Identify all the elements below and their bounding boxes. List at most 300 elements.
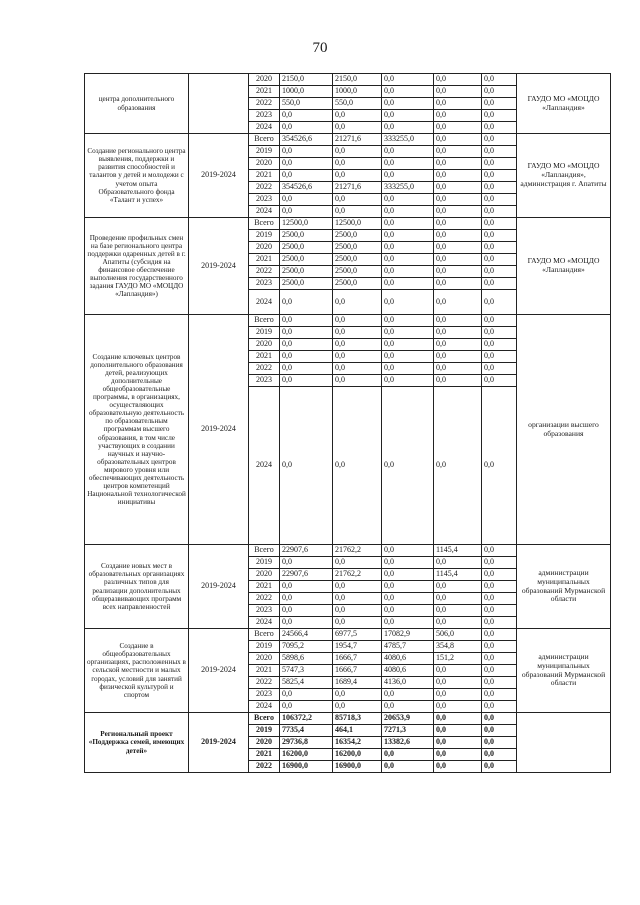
other-amount-cell: 0,0 (482, 387, 517, 545)
other-amount-cell: 0,0 (482, 339, 517, 351)
federal-amount-cell: 12500,0 (333, 218, 382, 230)
municipal-amount-cell: 0,0 (434, 254, 482, 266)
year-cell: 2024 (249, 122, 280, 134)
other-amount-cell: 0,0 (482, 218, 517, 230)
year-cell: 2019 (249, 641, 280, 653)
regional-amount-cell: 0,0 (382, 206, 434, 218)
municipal-amount-cell: 0,0 (434, 134, 482, 146)
federal-amount-cell: 0,0 (333, 351, 382, 363)
activity-cell: Создание ключевых центров дополнительного образования детей, реализующих дополнительные общеобразовательные программы, в организациях, осуществляющих образовательную деятельность по образовательным программам высшего образования, в том числе участвующих в создании научных и научно-образовательных центров мирового уровня или обеспечивающих деятельность центров компетенций Национальной технологической инициативы (85, 315, 189, 545)
regional-amount-cell: 17082,9 (382, 629, 434, 641)
municipal-amount-cell: 0,0 (434, 749, 482, 761)
other-amount-cell: 0,0 (482, 170, 517, 182)
year-cell: 2021 (249, 170, 280, 182)
federal-amount-cell: 21762,2 (333, 545, 382, 557)
total-amount-cell: 2500,0 (280, 242, 333, 254)
regional-amount-cell: 0,0 (382, 387, 434, 545)
regional-amount-cell: 0,0 (382, 339, 434, 351)
federal-amount-cell: 85718,3 (333, 713, 382, 725)
other-amount-cell: 0,0 (482, 617, 517, 629)
activity-cell: Региональный проект «Поддержка семей, имеющих детей» (85, 713, 189, 773)
federal-amount-cell: 1666,7 (333, 665, 382, 677)
federal-amount-cell: 0,0 (333, 363, 382, 375)
regional-amount-cell: 333255,0 (382, 134, 434, 146)
year-cell: 2019 (249, 146, 280, 158)
federal-amount-cell: 550,0 (333, 98, 382, 110)
municipal-amount-cell: 0,0 (434, 315, 482, 327)
total-amount-cell: 0,0 (280, 315, 333, 327)
total-amount-cell: 0,0 (280, 194, 333, 206)
responsible-cell: ГАУДО МО «МОЦДО «Лапландия» (517, 218, 611, 315)
regional-amount-cell: 0,0 (382, 86, 434, 98)
year-cell: Всего (249, 218, 280, 230)
year-cell: 2023 (249, 375, 280, 387)
other-amount-cell: 0,0 (482, 182, 517, 194)
municipal-amount-cell: 0,0 (434, 290, 482, 315)
other-amount-cell: 0,0 (482, 363, 517, 375)
municipal-amount-cell: 0,0 (434, 725, 482, 737)
year-cell: 2023 (249, 278, 280, 290)
regional-amount-cell: 0,0 (382, 617, 434, 629)
period-cell (189, 74, 249, 134)
year-cell: 2023 (249, 605, 280, 617)
regional-amount-cell: 0,0 (382, 351, 434, 363)
federal-amount-cell: 0,0 (333, 581, 382, 593)
municipal-amount-cell: 0,0 (434, 110, 482, 122)
regional-amount-cell: 20653,9 (382, 713, 434, 725)
federal-amount-cell: 0,0 (333, 146, 382, 158)
total-amount-cell: 0,0 (280, 110, 333, 122)
regional-amount-cell: 0,0 (382, 98, 434, 110)
year-cell: 2023 (249, 689, 280, 701)
total-amount-cell: 0,0 (280, 581, 333, 593)
total-amount-cell: 550,0 (280, 98, 333, 110)
year-cell: 2022 (249, 98, 280, 110)
year-cell: 2019 (249, 557, 280, 569)
other-amount-cell: 0,0 (482, 629, 517, 641)
other-amount-cell: 0,0 (482, 206, 517, 218)
municipal-amount-cell: 0,0 (434, 218, 482, 230)
regional-amount-cell: 7271,3 (382, 725, 434, 737)
other-amount-cell: 0,0 (482, 677, 517, 689)
federal-amount-cell: 1954,7 (333, 641, 382, 653)
municipal-amount-cell: 0,0 (434, 713, 482, 725)
federal-amount-cell: 0,0 (333, 617, 382, 629)
period-cell: 2019-2024 (189, 629, 249, 713)
other-amount-cell: 0,0 (482, 146, 517, 158)
other-amount-cell: 0,0 (482, 545, 517, 557)
year-cell: 2022 (249, 266, 280, 278)
year-cell: 2019 (249, 327, 280, 339)
responsible-cell: администрации муниципальных образований Мурманской области (517, 545, 611, 629)
municipal-amount-cell: 0,0 (434, 230, 482, 242)
municipal-amount-cell: 0,0 (434, 122, 482, 134)
regional-amount-cell: 0,0 (382, 278, 434, 290)
period-cell: 2019-2024 (189, 545, 249, 629)
municipal-amount-cell: 0,0 (434, 182, 482, 194)
total-amount-cell: 12500,0 (280, 218, 333, 230)
federal-amount-cell: 0,0 (333, 605, 382, 617)
regional-amount-cell: 0,0 (382, 146, 434, 158)
other-amount-cell: 0,0 (482, 701, 517, 713)
regional-amount-cell: 0,0 (382, 701, 434, 713)
total-amount-cell: 1000,0 (280, 86, 333, 98)
total-amount-cell: 0,0 (280, 327, 333, 339)
year-cell: 2022 (249, 761, 280, 773)
other-amount-cell: 0,0 (482, 194, 517, 206)
table-row (85, 545, 611, 557)
other-amount-cell: 0,0 (482, 725, 517, 737)
total-amount-cell: 0,0 (280, 290, 333, 315)
federal-amount-cell: 0,0 (333, 339, 382, 351)
federal-amount-cell: 0,0 (333, 375, 382, 387)
federal-amount-cell: 2500,0 (333, 278, 382, 290)
municipal-amount-cell: 0,0 (434, 74, 482, 86)
municipal-amount-cell: 0,0 (434, 761, 482, 773)
period-cell: 2019-2024 (189, 218, 249, 315)
year-cell: 2021 (249, 749, 280, 761)
year-cell: 2023 (249, 110, 280, 122)
year-cell: 2020 (249, 74, 280, 86)
other-amount-cell: 0,0 (482, 230, 517, 242)
year-cell: 2020 (249, 339, 280, 351)
activity-cell: Создание в общеобразовательных организациях, расположенных в сельской местности и малых городах, условий для занятий физической культурой и спортом (85, 629, 189, 713)
municipal-amount-cell: 0,0 (434, 605, 482, 617)
year-cell: 2021 (249, 665, 280, 677)
total-amount-cell: 2500,0 (280, 254, 333, 266)
year-cell: 2024 (249, 290, 280, 315)
table-row (85, 315, 611, 327)
regional-amount-cell: 0,0 (382, 158, 434, 170)
federal-amount-cell: 16354,2 (333, 737, 382, 749)
federal-amount-cell: 16900,0 (333, 761, 382, 773)
municipal-amount-cell: 0,0 (434, 158, 482, 170)
other-amount-cell: 0,0 (482, 74, 517, 86)
regional-amount-cell: 0,0 (382, 689, 434, 701)
other-amount-cell: 0,0 (482, 290, 517, 315)
responsible-cell (517, 713, 611, 773)
year-cell: 2019 (249, 230, 280, 242)
total-amount-cell: 0,0 (280, 701, 333, 713)
total-amount-cell: 106372,2 (280, 713, 333, 725)
regional-amount-cell: 0,0 (382, 242, 434, 254)
municipal-amount-cell: 0,0 (434, 86, 482, 98)
regional-amount-cell: 0,0 (382, 230, 434, 242)
regional-amount-cell: 333255,0 (382, 182, 434, 194)
regional-amount-cell: 4080,6 (382, 665, 434, 677)
budget-table (84, 73, 611, 773)
federal-amount-cell: 2500,0 (333, 254, 382, 266)
year-cell: Всего (249, 315, 280, 327)
year-cell: Всего (249, 713, 280, 725)
municipal-amount-cell: 0,0 (434, 194, 482, 206)
regional-amount-cell: 4080,6 (382, 653, 434, 665)
municipal-amount-cell: 0,0 (434, 327, 482, 339)
other-amount-cell: 0,0 (482, 122, 517, 134)
regional-amount-cell: 0,0 (382, 545, 434, 557)
total-amount-cell: 0,0 (280, 170, 333, 182)
total-amount-cell: 0,0 (280, 689, 333, 701)
total-amount-cell: 0,0 (280, 593, 333, 605)
municipal-amount-cell: 0,0 (434, 701, 482, 713)
municipal-amount-cell: 0,0 (434, 363, 482, 375)
year-cell: 2020 (249, 158, 280, 170)
year-cell: 2020 (249, 653, 280, 665)
federal-amount-cell: 2500,0 (333, 230, 382, 242)
municipal-amount-cell: 0,0 (434, 98, 482, 110)
federal-amount-cell: 0,0 (333, 315, 382, 327)
regional-amount-cell: 0,0 (382, 290, 434, 315)
total-amount-cell: 24566,4 (280, 629, 333, 641)
regional-amount-cell: 0,0 (382, 254, 434, 266)
total-amount-cell: 5825,4 (280, 677, 333, 689)
other-amount-cell: 0,0 (482, 158, 517, 170)
activity-cell: Проведение профильных смен на базе регионального центра поддержки одаренных детей в г. Апатиты (субсидия на финансовое обеспечение выполнения государственного задания ГАУДО МО «МОЦДО «Лапландия») (85, 218, 189, 315)
total-amount-cell: 2150,0 (280, 74, 333, 86)
period-cell: 2019-2024 (189, 134, 249, 218)
municipal-amount-cell: 1145,4 (434, 569, 482, 581)
municipal-amount-cell: 0,0 (434, 351, 482, 363)
year-cell: 2021 (249, 581, 280, 593)
year-cell: 2021 (249, 254, 280, 266)
federal-amount-cell: 1689,4 (333, 677, 382, 689)
regional-amount-cell: 0,0 (382, 218, 434, 230)
regional-amount-cell: 4785,7 (382, 641, 434, 653)
federal-amount-cell: 2150,0 (333, 74, 382, 86)
federal-amount-cell: 21271,6 (333, 182, 382, 194)
other-amount-cell: 0,0 (482, 581, 517, 593)
federal-amount-cell: 0,0 (333, 557, 382, 569)
regional-amount-cell: 0,0 (382, 593, 434, 605)
table-row (85, 713, 611, 725)
year-cell: 2024 (249, 206, 280, 218)
total-amount-cell: 5898,6 (280, 653, 333, 665)
federal-amount-cell: 21271,6 (333, 134, 382, 146)
other-amount-cell: 0,0 (482, 761, 517, 773)
other-amount-cell: 0,0 (482, 641, 517, 653)
municipal-amount-cell: 0,0 (434, 737, 482, 749)
municipal-amount-cell: 0,0 (434, 206, 482, 218)
federal-amount-cell: 1000,0 (333, 86, 382, 98)
federal-amount-cell: 0,0 (333, 170, 382, 182)
table-row (85, 134, 611, 146)
year-cell: 2019 (249, 725, 280, 737)
total-amount-cell: 0,0 (280, 351, 333, 363)
federal-amount-cell: 0,0 (333, 206, 382, 218)
regional-amount-cell: 0,0 (382, 74, 434, 86)
municipal-amount-cell: 0,0 (434, 557, 482, 569)
period-cell: 2019-2024 (189, 713, 249, 773)
federal-amount-cell: 0,0 (333, 701, 382, 713)
other-amount-cell: 0,0 (482, 375, 517, 387)
other-amount-cell: 0,0 (482, 327, 517, 339)
municipal-amount-cell: 0,0 (434, 339, 482, 351)
other-amount-cell: 0,0 (482, 315, 517, 327)
municipal-amount-cell: 0,0 (434, 617, 482, 629)
page-number: 70 (312, 40, 328, 56)
other-amount-cell: 0,0 (482, 266, 517, 278)
year-cell: 2022 (249, 593, 280, 605)
other-amount-cell: 0,0 (482, 737, 517, 749)
regional-amount-cell: 0,0 (382, 761, 434, 773)
responsible-cell: ГАУДО МО «МОЦДО «Лапландия» (517, 74, 611, 134)
table-row (85, 218, 611, 230)
federal-amount-cell: 0,0 (333, 122, 382, 134)
regional-amount-cell: 0,0 (382, 749, 434, 761)
year-cell: 2024 (249, 387, 280, 545)
other-amount-cell: 0,0 (482, 557, 517, 569)
municipal-amount-cell: 0,0 (434, 242, 482, 254)
year-cell: 2022 (249, 182, 280, 194)
activity-cell: Создание новых мест в образовательных организациях различных типов для реализации дополнительных общеразвивающих программ всех направленностей (85, 545, 189, 629)
regional-amount-cell: 0,0 (382, 327, 434, 339)
total-amount-cell: 29736,8 (280, 737, 333, 749)
period-cell: 2019-2024 (189, 315, 249, 545)
municipal-amount-cell: 0,0 (434, 689, 482, 701)
federal-amount-cell: 0,0 (333, 689, 382, 701)
total-amount-cell: 354526,6 (280, 182, 333, 194)
year-cell: 2020 (249, 737, 280, 749)
total-amount-cell: 0,0 (280, 339, 333, 351)
federal-amount-cell: 0,0 (333, 158, 382, 170)
other-amount-cell: 0,0 (482, 569, 517, 581)
total-amount-cell: 16900,0 (280, 761, 333, 773)
total-amount-cell: 7735,4 (280, 725, 333, 737)
total-amount-cell: 354526,6 (280, 134, 333, 146)
municipal-amount-cell: 0,0 (434, 266, 482, 278)
total-amount-cell: 2500,0 (280, 230, 333, 242)
year-cell: 2021 (249, 86, 280, 98)
total-amount-cell: 0,0 (280, 206, 333, 218)
municipal-amount-cell: 354,8 (434, 641, 482, 653)
municipal-amount-cell: 0,0 (434, 677, 482, 689)
total-amount-cell: 0,0 (280, 146, 333, 158)
other-amount-cell: 0,0 (482, 749, 517, 761)
table-row (85, 74, 611, 86)
total-amount-cell: 16200,0 (280, 749, 333, 761)
federal-amount-cell: 6977,5 (333, 629, 382, 641)
other-amount-cell: 0,0 (482, 98, 517, 110)
total-amount-cell: 7095,2 (280, 641, 333, 653)
regional-amount-cell: 0,0 (382, 110, 434, 122)
other-amount-cell: 0,0 (482, 86, 517, 98)
total-amount-cell: 0,0 (280, 158, 333, 170)
activity-cell: центра дополнительного образования (85, 74, 189, 134)
regional-amount-cell: 0,0 (382, 266, 434, 278)
other-amount-cell: 0,0 (482, 593, 517, 605)
federal-amount-cell: 21762,2 (333, 569, 382, 581)
other-amount-cell: 0,0 (482, 134, 517, 146)
regional-amount-cell: 0,0 (382, 569, 434, 581)
responsible-cell: администрации муниципальных образований Мурманской области (517, 629, 611, 713)
total-amount-cell: 0,0 (280, 122, 333, 134)
other-amount-cell: 0,0 (482, 254, 517, 266)
municipal-amount-cell: 0,0 (434, 170, 482, 182)
responsible-cell: ГАУДО МО «МОЦДО «Лапландия», администрация г. Апатиты (517, 134, 611, 218)
year-cell: 2024 (249, 701, 280, 713)
regional-amount-cell: 0,0 (382, 375, 434, 387)
federal-amount-cell: 2500,0 (333, 242, 382, 254)
other-amount-cell: 0,0 (482, 653, 517, 665)
total-amount-cell: 0,0 (280, 617, 333, 629)
municipal-amount-cell: 0,0 (434, 387, 482, 545)
total-amount-cell: 0,0 (280, 363, 333, 375)
federal-amount-cell: 464,1 (333, 725, 382, 737)
municipal-amount-cell: 0,0 (434, 278, 482, 290)
total-amount-cell: 0,0 (280, 375, 333, 387)
municipal-amount-cell: 0,0 (434, 375, 482, 387)
regional-amount-cell: 4136,0 (382, 677, 434, 689)
regional-amount-cell: 0,0 (382, 122, 434, 134)
federal-amount-cell: 2500,0 (333, 266, 382, 278)
regional-amount-cell: 0,0 (382, 170, 434, 182)
other-amount-cell: 0,0 (482, 110, 517, 122)
other-amount-cell: 0,0 (482, 605, 517, 617)
federal-amount-cell: 0,0 (333, 194, 382, 206)
year-cell: 2022 (249, 363, 280, 375)
regional-amount-cell: 13382,6 (382, 737, 434, 749)
federal-amount-cell: 0,0 (333, 327, 382, 339)
other-amount-cell: 0,0 (482, 278, 517, 290)
year-cell: 2023 (249, 194, 280, 206)
municipal-amount-cell: 1145,4 (434, 545, 482, 557)
regional-amount-cell: 0,0 (382, 581, 434, 593)
total-amount-cell: 0,0 (280, 557, 333, 569)
table-row (85, 629, 611, 641)
other-amount-cell: 0,0 (482, 351, 517, 363)
municipal-amount-cell: 0,0 (434, 581, 482, 593)
federal-amount-cell: 16200,0 (333, 749, 382, 761)
regional-amount-cell: 0,0 (382, 194, 434, 206)
responsible-cell: организации высшего образования (517, 315, 611, 545)
municipal-amount-cell: 151,2 (434, 653, 482, 665)
regional-amount-cell: 0,0 (382, 557, 434, 569)
activity-cell: Создание регионального центра выявления, поддержки и развития способностей и талантов у детей и молодежи с учетом опыта Образовательного фонда «Талант и успех» (85, 134, 189, 218)
total-amount-cell: 2500,0 (280, 278, 333, 290)
regional-amount-cell: 0,0 (382, 315, 434, 327)
total-amount-cell: 22907,6 (280, 569, 333, 581)
year-cell: 2024 (249, 617, 280, 629)
year-cell: Всего (249, 545, 280, 557)
year-cell: Всего (249, 134, 280, 146)
municipal-amount-cell: 506,0 (434, 629, 482, 641)
municipal-amount-cell: 0,0 (434, 665, 482, 677)
regional-amount-cell: 0,0 (382, 605, 434, 617)
other-amount-cell: 0,0 (482, 713, 517, 725)
year-cell: Всего (249, 629, 280, 641)
municipal-amount-cell: 0,0 (434, 593, 482, 605)
total-amount-cell: 2500,0 (280, 266, 333, 278)
total-amount-cell: 0,0 (280, 387, 333, 545)
year-cell: 2020 (249, 242, 280, 254)
federal-amount-cell: 0,0 (333, 110, 382, 122)
federal-amount-cell: 0,0 (333, 593, 382, 605)
year-cell: 2020 (249, 569, 280, 581)
other-amount-cell: 0,0 (482, 242, 517, 254)
other-amount-cell: 0,0 (482, 689, 517, 701)
total-amount-cell: 5747,3 (280, 665, 333, 677)
regional-amount-cell: 0,0 (382, 363, 434, 375)
total-amount-cell: 22907,6 (280, 545, 333, 557)
year-cell: 2022 (249, 677, 280, 689)
municipal-amount-cell: 0,0 (434, 146, 482, 158)
total-amount-cell: 0,0 (280, 605, 333, 617)
other-amount-cell: 0,0 (482, 665, 517, 677)
federal-amount-cell: 1666,7 (333, 653, 382, 665)
federal-amount-cell: 0,0 (333, 387, 382, 545)
federal-amount-cell: 0,0 (333, 290, 382, 315)
year-cell: 2021 (249, 351, 280, 363)
